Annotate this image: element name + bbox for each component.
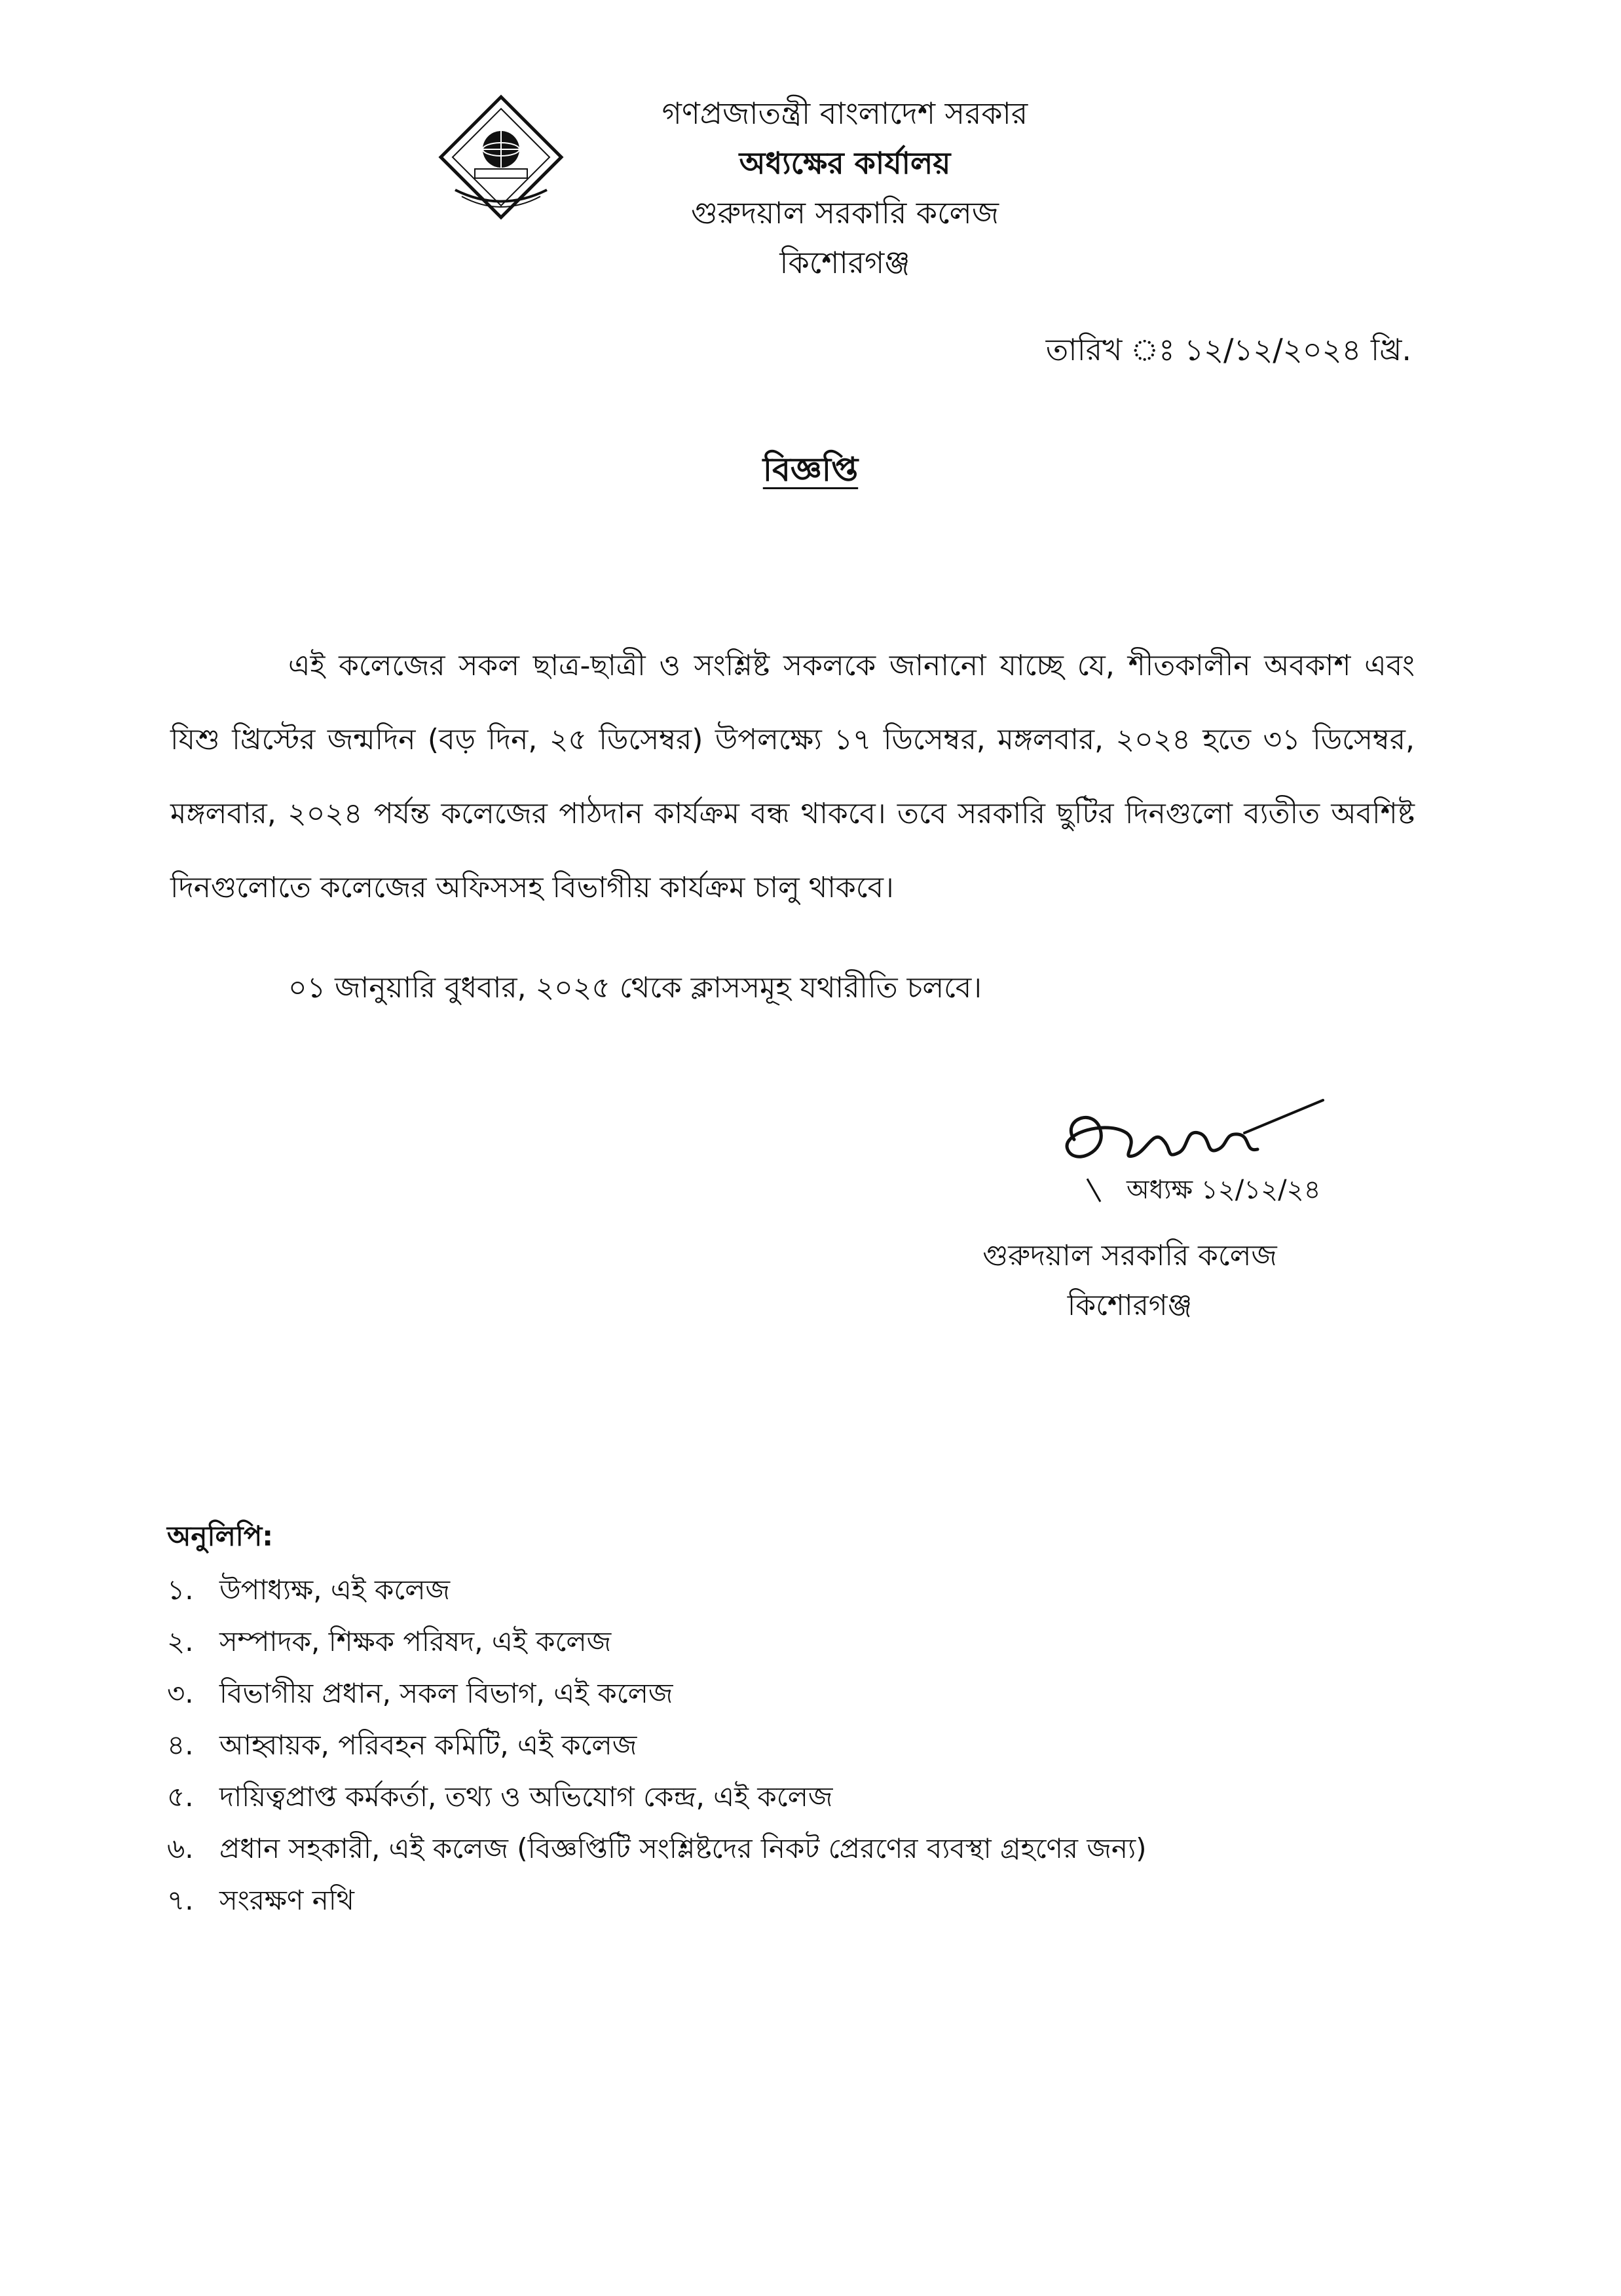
list-item-number: ৪. xyxy=(167,1729,194,1761)
list-item xyxy=(167,1823,1147,1874)
list-item xyxy=(167,1771,1147,1823)
list-item xyxy=(167,1874,1147,1926)
list-item-text: সংরক্ষণ নথি xyxy=(219,1884,354,1916)
list-item-number: ১. xyxy=(167,1574,194,1606)
list-item-number: ২. xyxy=(167,1625,194,1657)
handwritten-signature xyxy=(1048,1094,1362,1225)
list-item-text: সম্পাদক, শিক্ষক পরিষদ, এই কলেজ xyxy=(219,1625,612,1657)
district-name: কিশোরগঞ্জ xyxy=(779,245,910,280)
letterhead xyxy=(550,88,1140,287)
govt-name: গণপ্রজাতন্ত্রী বাংলাদেশ সরকার xyxy=(661,96,1028,131)
list-item xyxy=(167,1719,1147,1771)
notice-body-paragraph-1: এই কলেজের সকল ছাত্র-ছাত্রী ও সংশ্লিষ্ট সকলকে জানানো যাচ্ছে যে, শীতকালীন অবকাশ এবং যিশু খ্রিস্টের জন্মদিন (বড় দিন, ২৫ ডিসেম্বর) উপলক্ষ্যে ১৭ ডিসেম্বর, মঙ্গলবার, ২০২৪ হতে ৩১ ডিসেম্বর, মঙ্গলবার, ২০২৪ পর্যন্ত কলেজের পাঠদান কার্যক্রম বন্ধ থাকবে। তবে সরকারি ছুটির দিনগুলো ব্যতীত অবশিষ্ট দিনগুলোতে কলেজের অফিসসহ বিভাগীয় কার্যক্রম চালু থাকবে। xyxy=(170,649,1415,904)
notice-body-paragraph-2: ০১ জানুয়ারি বুধবার, ২০২৫ থেকে ক্লাসসমূহ যথারীতি চলবে। xyxy=(288,971,982,1005)
list-item-number: ৫. xyxy=(167,1781,194,1813)
copies-title: অনুলিপি: xyxy=(167,1520,274,1552)
list-item-text: আহ্বায়ক, পরিবহন কমিটি, এই কলেজ xyxy=(219,1729,637,1761)
notice-title-text: বিজ্ঞপ্তি xyxy=(762,451,859,489)
list-item-text: প্রধান সহকারী, এই কলেজ (বিজ্ঞপ্তিটি সংশ্লিষ্টদের নিকট প্রেরণের ব্যবস্থা গ্রহণের জন্য) xyxy=(219,1832,1147,1864)
list-item-number: ৭. xyxy=(167,1884,194,1916)
list-item xyxy=(167,1616,1147,1667)
college-seal-logo xyxy=(436,92,567,223)
list-item xyxy=(167,1564,1147,1616)
notice-title xyxy=(0,445,1621,500)
list-item-number: ৩. xyxy=(167,1677,194,1709)
office-name: অধ্যক্ষের কার্যালয় xyxy=(739,145,951,181)
signature-annotation: অধ্যক্ষ ১২/১২/২৪ xyxy=(1127,1175,1321,1205)
signer-block xyxy=(917,1231,1343,1331)
list-item-text: বিভাগীয় প্রধান, সকল বিভাগ, এই কলেজ xyxy=(219,1677,673,1709)
notice-date: তারিখ ঃ ১২/১২/২০২৪ খ্রি. xyxy=(1045,332,1411,367)
signer-district: কিশোরগঞ্জ xyxy=(1067,1289,1193,1322)
list-item-text: দায়িত্বপ্রাপ্ত কর্মকর্তা, তথ্য ও অভিযোগ কেন্দ্র, এই কলেজ xyxy=(219,1781,833,1813)
list-item-number: ৬. xyxy=(167,1832,194,1864)
signer-college: গুরুদয়াল সরকারি কলেজ xyxy=(982,1239,1277,1272)
list-item xyxy=(167,1667,1147,1719)
copies-section xyxy=(167,1513,1147,1926)
list-item-text: উপাধ্যক্ষ, এই কলেজ xyxy=(219,1574,451,1606)
college-name: গুরুদয়াল সরকারি কলেজ xyxy=(691,195,999,231)
